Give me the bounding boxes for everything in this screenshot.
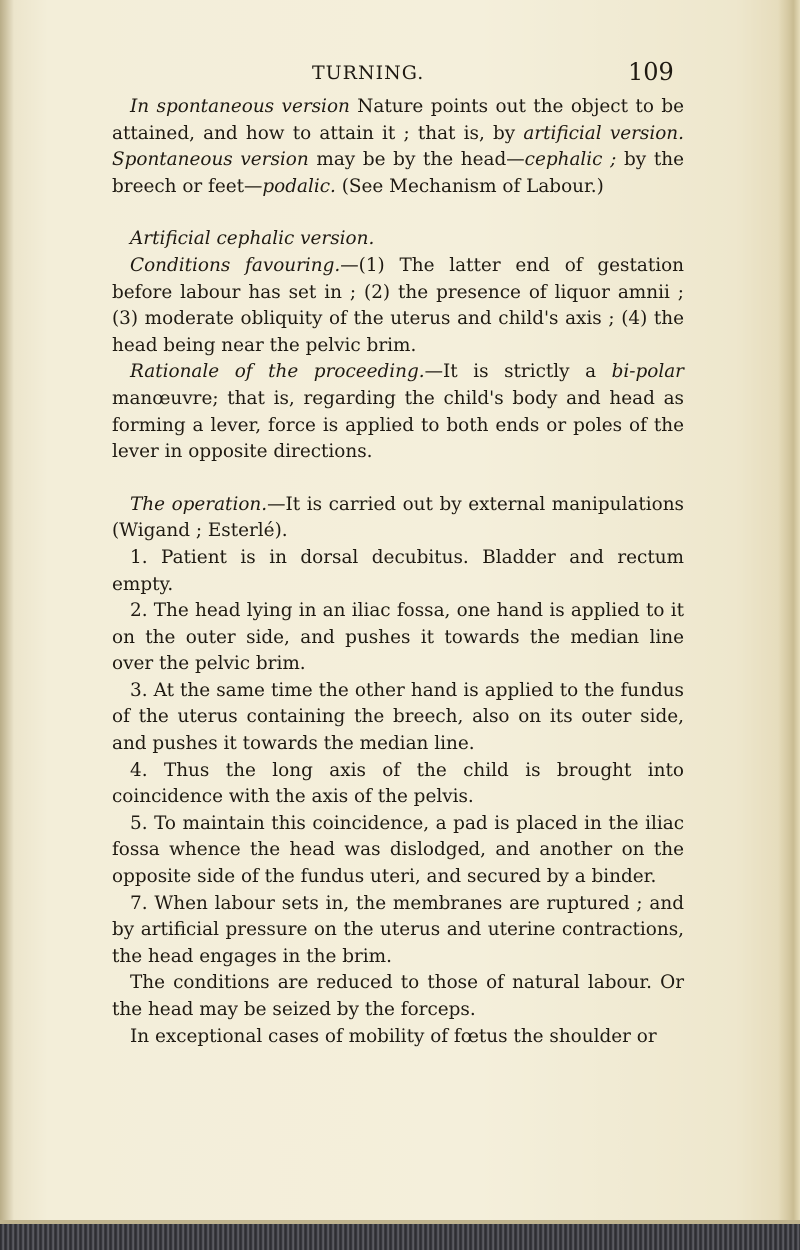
text-span: Nature points out the object to be attained, and how to attain it ; that is, by <box>112 96 684 144</box>
gutter-shadow <box>0 0 14 1250</box>
body-text <box>112 94 684 1050</box>
paragraph-spontaneous-version <box>112 94 684 200</box>
text-span: may be by the head— <box>308 149 525 171</box>
page-number: 109 <box>628 58 674 86</box>
italic-term: Spontaneous version <box>112 149 309 171</box>
page-header <box>0 54 800 94</box>
text-span: manœuvre; that is, regarding the child's body and head as forming a lever, force is applied to both ends or poles of the lever in opposite directions. <box>112 387 684 463</box>
step-1: 1. Patient is in dorsal decubitus. Bladder and rectum empty. <box>112 546 684 595</box>
italic-term: podalic. <box>262 175 336 197</box>
italic-lead: Conditions favouring. <box>130 254 341 276</box>
text-span: —It is carried out by external manipulations (Wigand ; Esterlé). <box>112 493 684 542</box>
italic-term: cephalic ; <box>524 149 617 171</box>
italic-term: artificial version. <box>523 122 684 144</box>
text-span: (See Mechanism of Labour.) <box>335 175 604 197</box>
step-7: 7. When labour sets in, the membranes are ruptured ; and by artificial pressure on the uterus and uterine contractions, the head engages in the brim. <box>112 892 684 967</box>
paragraph-natural-labour: The conditions are reduced to those of natural labour. Or the head may be seized by the forceps. <box>112 972 684 1020</box>
running-title: TURNING. <box>312 62 425 84</box>
italic-heading: Artificial cephalic version. <box>130 228 375 250</box>
step-2: 2. The head lying in an iliac fossa, one hand is applied to it on the outer side, and pushes it towards the median line over the pelvic brim. <box>112 600 684 675</box>
text-span: —(1) The latter end of gestation before labour has set in ; (2) the presence of liquor amnii ; (3) moderate obliquity of the uterus and child's axis ; (4) the head being near the pelvic brim. <box>112 254 685 356</box>
paragraph-rationale <box>112 359 684 465</box>
italic-lead: The operation. <box>130 493 268 515</box>
step-5: 5. To maintain this coincidence, a pad is placed in the iliac fossa whence the head was dislodged, and another on the opposite side of the fundus uteri, and secured by a binder. <box>112 812 684 888</box>
paragraph-exceptional-cases: In exceptional cases of mobility of fœtus the shoulder or <box>130 1025 657 1047</box>
text-span: —It is strictly a <box>424 361 612 383</box>
paragraph-conditions-favouring <box>112 253 684 359</box>
italic-lead: Rationale of the proceeding. <box>130 361 425 383</box>
italic-term: bi-polar <box>611 361 684 383</box>
paragraph-the-operation <box>112 492 684 545</box>
book-cover-edge <box>0 1224 800 1250</box>
step-4: 4. Thus the long axis of the child is brought into coincidence with the axis of the pelvis. <box>112 759 684 808</box>
text-span: by the breech or feet— <box>112 149 684 197</box>
italic-lead: In spontaneous version <box>130 96 350 117</box>
page-edge <box>778 0 800 1250</box>
step-3: 3. At the same time the other hand is applied to the fundus of the uterus containing the breech, also on its outer side, and pushes it towards the median line. <box>112 679 684 755</box>
section-heading-artificial-cephalic-version <box>112 226 684 253</box>
